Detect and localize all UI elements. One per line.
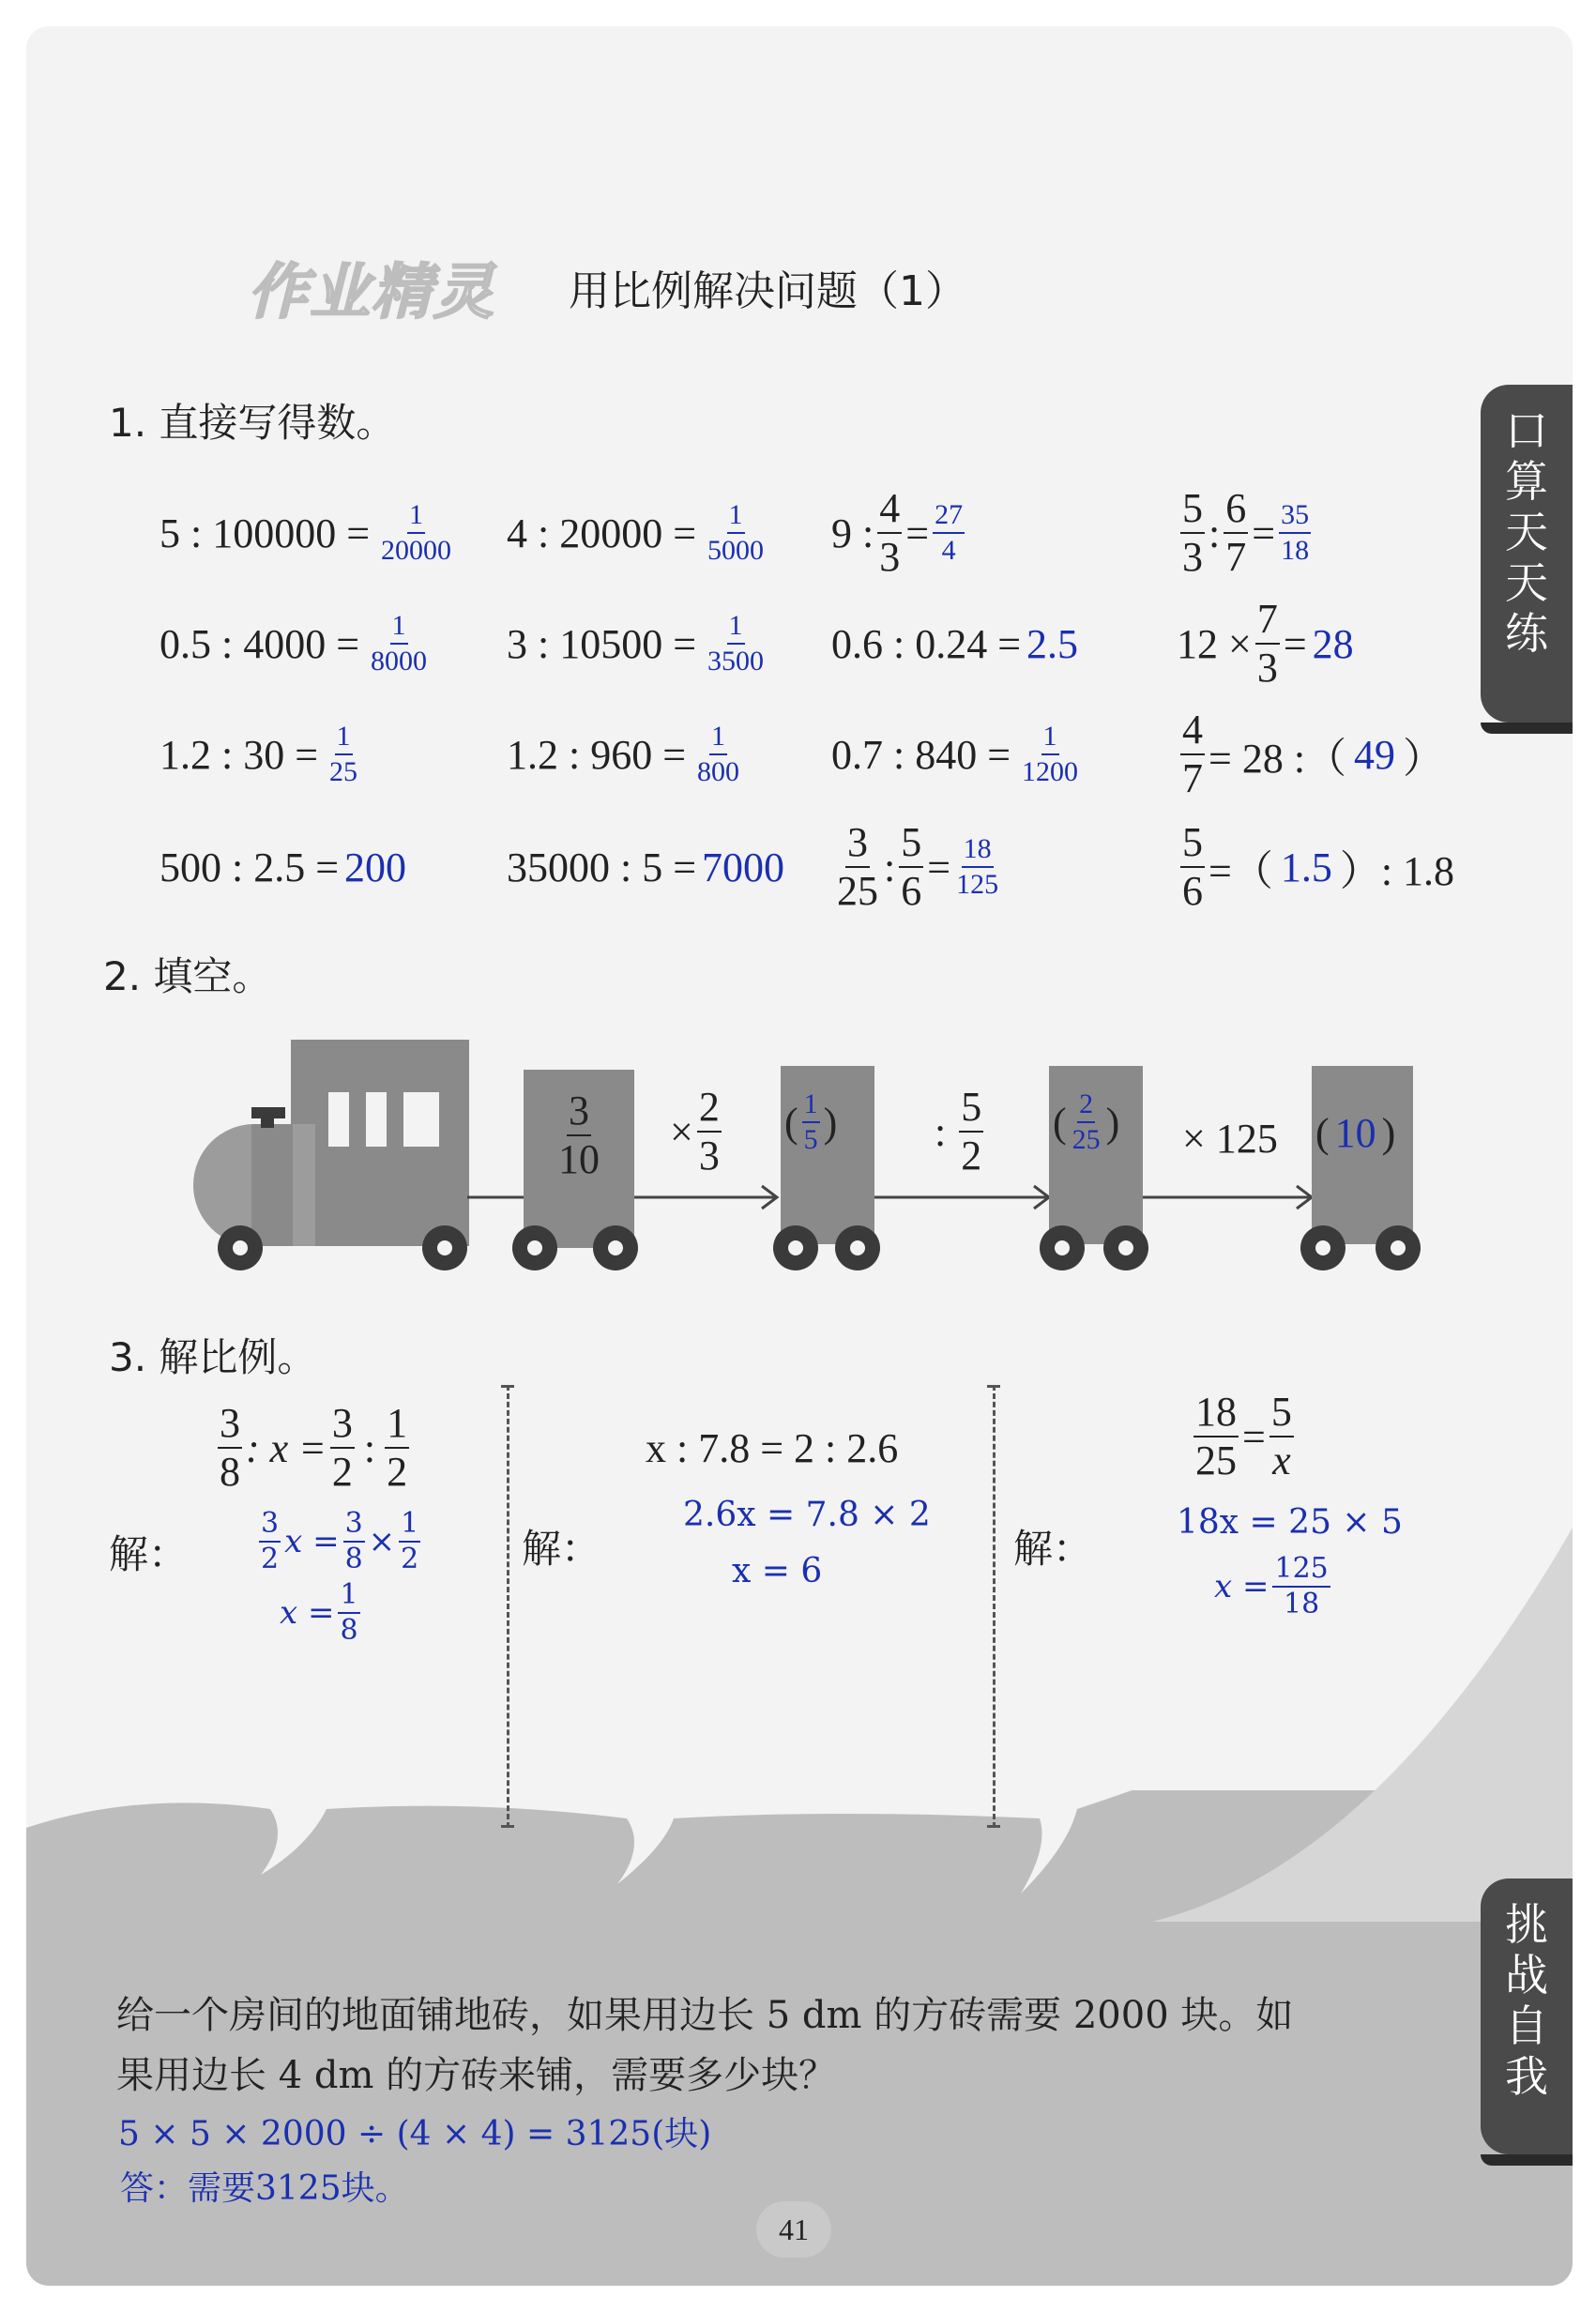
calc-item-11: 0.7 : 840 = $\frac{1}{1200}$: [831, 721, 1079, 787]
page-title: 用比例解决问题（1）: [569, 267, 966, 315]
calc-item-14: 35000 : 5 = 7000: [507, 844, 785, 890]
challenge-answer: 答：需要3125块。: [120, 2169, 409, 2208]
car-2-value: ( $\frac{1}{5}$ ): [784, 1088, 838, 1155]
proportion-3: $\frac{18}{25}$ = $\frac{5}{x}$: [1195, 1389, 1292, 1483]
solve-label-1: 解：: [109, 1531, 189, 1577]
solution-1-step-1: $\frac{3}{2}$ x = $\frac{3}{8}$ × $\frac{1}{2}$: [261, 1507, 419, 1575]
solution-1-step-2: x = $\frac{1}{8}$: [280, 1578, 358, 1647]
train-diagram: [26, 1012, 1573, 1293]
calc-item-6: 3 : 10500 = $\frac{1}{3500}$: [507, 610, 765, 677]
car-3-value: ( $\frac{2}{25}$ ): [1053, 1088, 1120, 1155]
solve-label-2: 解：: [522, 1526, 601, 1572]
proportion-1: $\frac{3}{8}$ : x = $\frac{3}{2}$ : $\frac{1}{2}$: [220, 1400, 408, 1495]
divider-1: [507, 1385, 509, 1828]
calc-item-9: 1.2 : 30 = $\frac{1}{25}$: [160, 721, 358, 787]
operator-3: × 125: [1182, 1116, 1278, 1162]
calc-item-3: 9 : $\frac{4}{3}$ = $\frac{27}{4}$: [831, 485, 964, 580]
section-2-heading: 2. 填空。: [103, 953, 272, 999]
solve-label-3: 解：: [1013, 1526, 1093, 1572]
page-number: 41: [756, 2201, 831, 2258]
calc-item-4: $\frac{5}{3}$ : $\frac{6}{7}$ = $\frac{35}{18}$: [1182, 485, 1310, 580]
calc-item-16: $\frac{5}{6}$ =（ 1.5 ）: 1.8: [1182, 819, 1455, 914]
operator-1: × $\frac{2}{3}$: [670, 1084, 720, 1179]
challenge-question: 给一个房间的地面铺地砖，如果用边长 5 dm 的方砖需要 2000 块。如 果用边长 4 dm 的方砖来铺，需要多少块？: [116, 1994, 1294, 2097]
challenge-answer-calc: 5 × 5 × 2000 ÷ (4 × 4) = 3125(块): [118, 2115, 712, 2153]
section-1-heading: 1. 直接写得数。: [109, 400, 396, 446]
tab-daily-mental-math[interactable]: 口算天天练: [1481, 385, 1573, 722]
calc-item-7: 0.6 : 0.24 = 2.5: [831, 620, 1079, 667]
calc-item-8: 12 × $\frac{7}{3}$ = 28: [1177, 596, 1354, 691]
car-4-value: ( 10 ): [1315, 1110, 1396, 1156]
watermark-logo: 作业精灵: [248, 258, 495, 327]
solution-3-step-2: x = $\frac{125}{18}$: [1214, 1552, 1329, 1620]
solution-3-step-1: 18x = 25 × 5: [1177, 1503, 1403, 1542]
car-1-value: $\frac{3}{10}$: [558, 1088, 600, 1182]
solution-2-step-2: x = 6: [732, 1552, 823, 1590]
calc-item-12: $\frac{4}{7}$ = 28 :（ 49 ）: [1182, 707, 1445, 801]
calc-item-15: $\frac{3}{25}$ : $\frac{5}{6}$ = $\frac{18}{125}$: [837, 819, 999, 914]
section-3-heading: 3. 解比例。: [109, 1334, 317, 1380]
workbook-page: [26, 26, 1573, 2286]
proportion-2: x : 7.8 = 2 : 2.6: [646, 1424, 899, 1471]
calc-item-1: 5 : 100000 = $\frac{1}{20000}$: [160, 499, 452, 566]
calc-item-10: 1.2 : 960 = $\frac{1}{800}$: [507, 721, 740, 787]
divider-2: [993, 1385, 996, 1828]
calc-item-2: 4 : 20000 = $\frac{1}{5000}$: [507, 499, 765, 566]
calc-item-13: 500 : 2.5 = 200: [160, 844, 407, 890]
tab-challenge[interactable]: 挑战自我: [1481, 1878, 1573, 2154]
solution-2-step-1: 2.6x = 7.8 × 2: [683, 1496, 931, 1534]
operator-2: : $\frac{5}{2}$: [935, 1084, 982, 1179]
calc-item-5: 0.5 : 4000 = $\frac{1}{8000}$: [160, 610, 428, 677]
